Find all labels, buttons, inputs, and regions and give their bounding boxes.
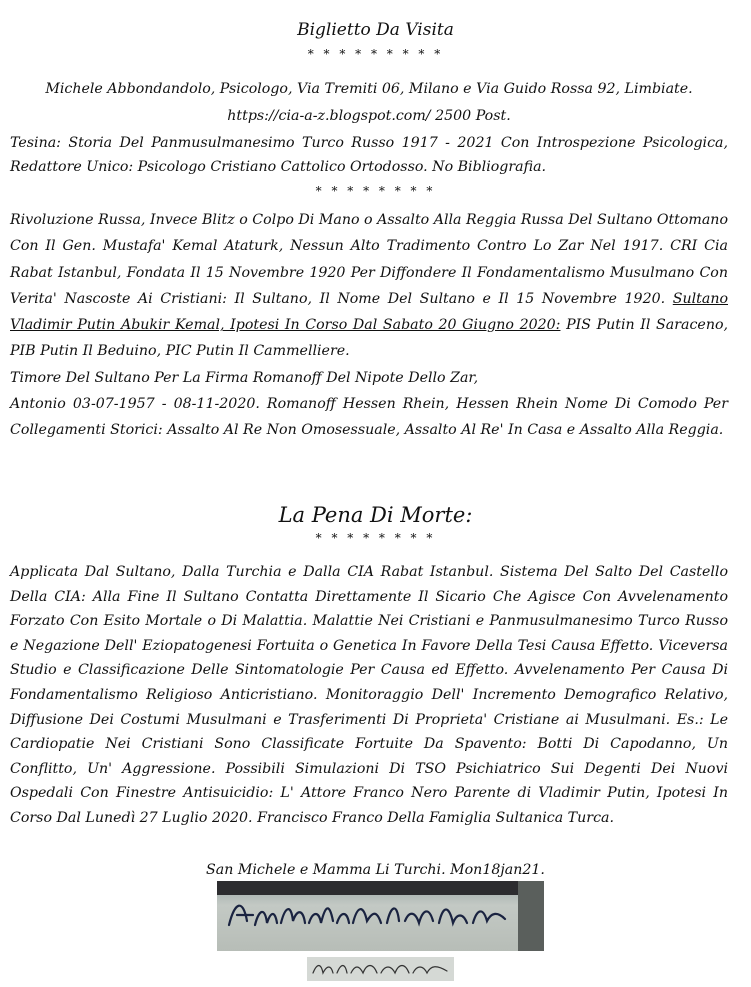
death-title: La Pena Di Morte: [278, 503, 473, 527]
card-stars-divider: * * * * * * * * * [307, 47, 444, 61]
card-thesis-lines: Tesina: Storia Del Panmusulmanesimo Turco Russo 1917 - 2021 Con Introspezione Psicologica, Redattore Unico: Psicologo Cristiano Cattolico Ortodosso. No Bibliografia. [10, 135, 728, 176]
signature-scribble-small [307, 957, 454, 981]
signature-scribble-large [217, 881, 544, 951]
history-part-3: Timore Del Sultano Per La Firma Romanoff Del Nipote Dello Zar, [10, 369, 479, 386]
signature-image-large [217, 881, 544, 951]
card-address-line: Michele Abbondandolo, Psicologo, Via Tremiti 06, Milano e Via Guido Rossa 92, Limbiate. [45, 81, 693, 97]
card-stars-divider-2: * * * * * * * * [315, 184, 436, 198]
history-underlined-hypothesis: Sultano Vladimir Putin Abukir Kemal, Ipotesi In Corso Dal Sabato 20 Giugno 2020: [10, 290, 728, 334]
history-part-1: Rivoluzione Russa, Invece Blitz o Colpo Di Mano o Assalto Alla Reggia Russa Del Sultano Ottomano Con Il Gen. Mustafa' Kemal Ataturk, Nessun Alto Tradimento Contro Lo Zar Nel 1917. CRI Cia Rabat Istanbul, Fondata Il 15 Novembre 1920 Per Diffondere Il Fondamentalismo Musulmano Con Verita' Nascoste Ai Cristiani: Il Sultano, Il Nome Del Sultano e Il 15 Novembre 1920. [10, 212, 728, 307]
death-stars-divider: * * * * * * * * [315, 531, 436, 545]
history-part-4: Antonio 03-07-1957 - 08-11-2020. Romanoff Hessen Rhein, Hessen Rhein Nome Di Comodo Per Collegamenti Storici: Assalto Al Re Non Omosessuale, Assalto Al Re' In Casa e Assalto Alla Reggia. [10, 396, 728, 439]
card-blog-line: https://cia-a-z.blogspot.com/ 2500 Post. [227, 108, 511, 124]
history-section [10, 207, 728, 444]
signature-image-small [307, 957, 454, 981]
history-part-2: PIS Putin Il Saraceno, PIB Putin Il Beduino, PIC Putin Il Cammelliere. [10, 317, 729, 360]
card-title: Biglietto Da Visita [297, 20, 454, 40]
closing-line: San Michele e Mamma Li Turchi. Mon18jan21. [206, 862, 545, 878]
death-body: Applicata Dal Sultano, Dalla Turchia e Dalla CIA Rabat Istanbul. Sistema Del Salto Del Castello Della CIA: Alla Fine Il Sultano Contatta Direttamente Il Sicario Che Agisce Con Avvelenamento Forzato Con Esito Mortale o Di Malattia. Malattie Nei Cristiani e Panmusulmanesimo Turco Russo e Negazione Dell' Eziopatogenesi Fortuita o Genetica In Favore Della Tesi Causa Effetto. Viceversa Studio e Classificazione Delle Sintomatologie Per Causa ed Effetto. Avvelenamento Per Causa Di Fondamentalismo Religioso Anticristiano. Monitoraggio Dell' Incremento Demografico Relativo, Diffusione Dei Costumi Musulmani e Trasferimenti Di Proprieta' Cristiane ai Musulmani. Es.: Le Cardiopatie Nei Cristiani Sono Classificate Fortuite Da Spavento: Botti Di Capodanno, Un Conflitto, Un' Aggressione. Possibili Simulazioni Di TSO Psichiatrico Sui Degenti Dei Nuovi Ospedali Con Finestre Antisuicidio: L' Attore Franco Nero Parente di Vladimir Putin, Ipotesi In Corso Dal Lunedì 27 Luglio 2020. Francisco Franco Della Famiglia Sultanica Turca. [10, 564, 728, 826]
